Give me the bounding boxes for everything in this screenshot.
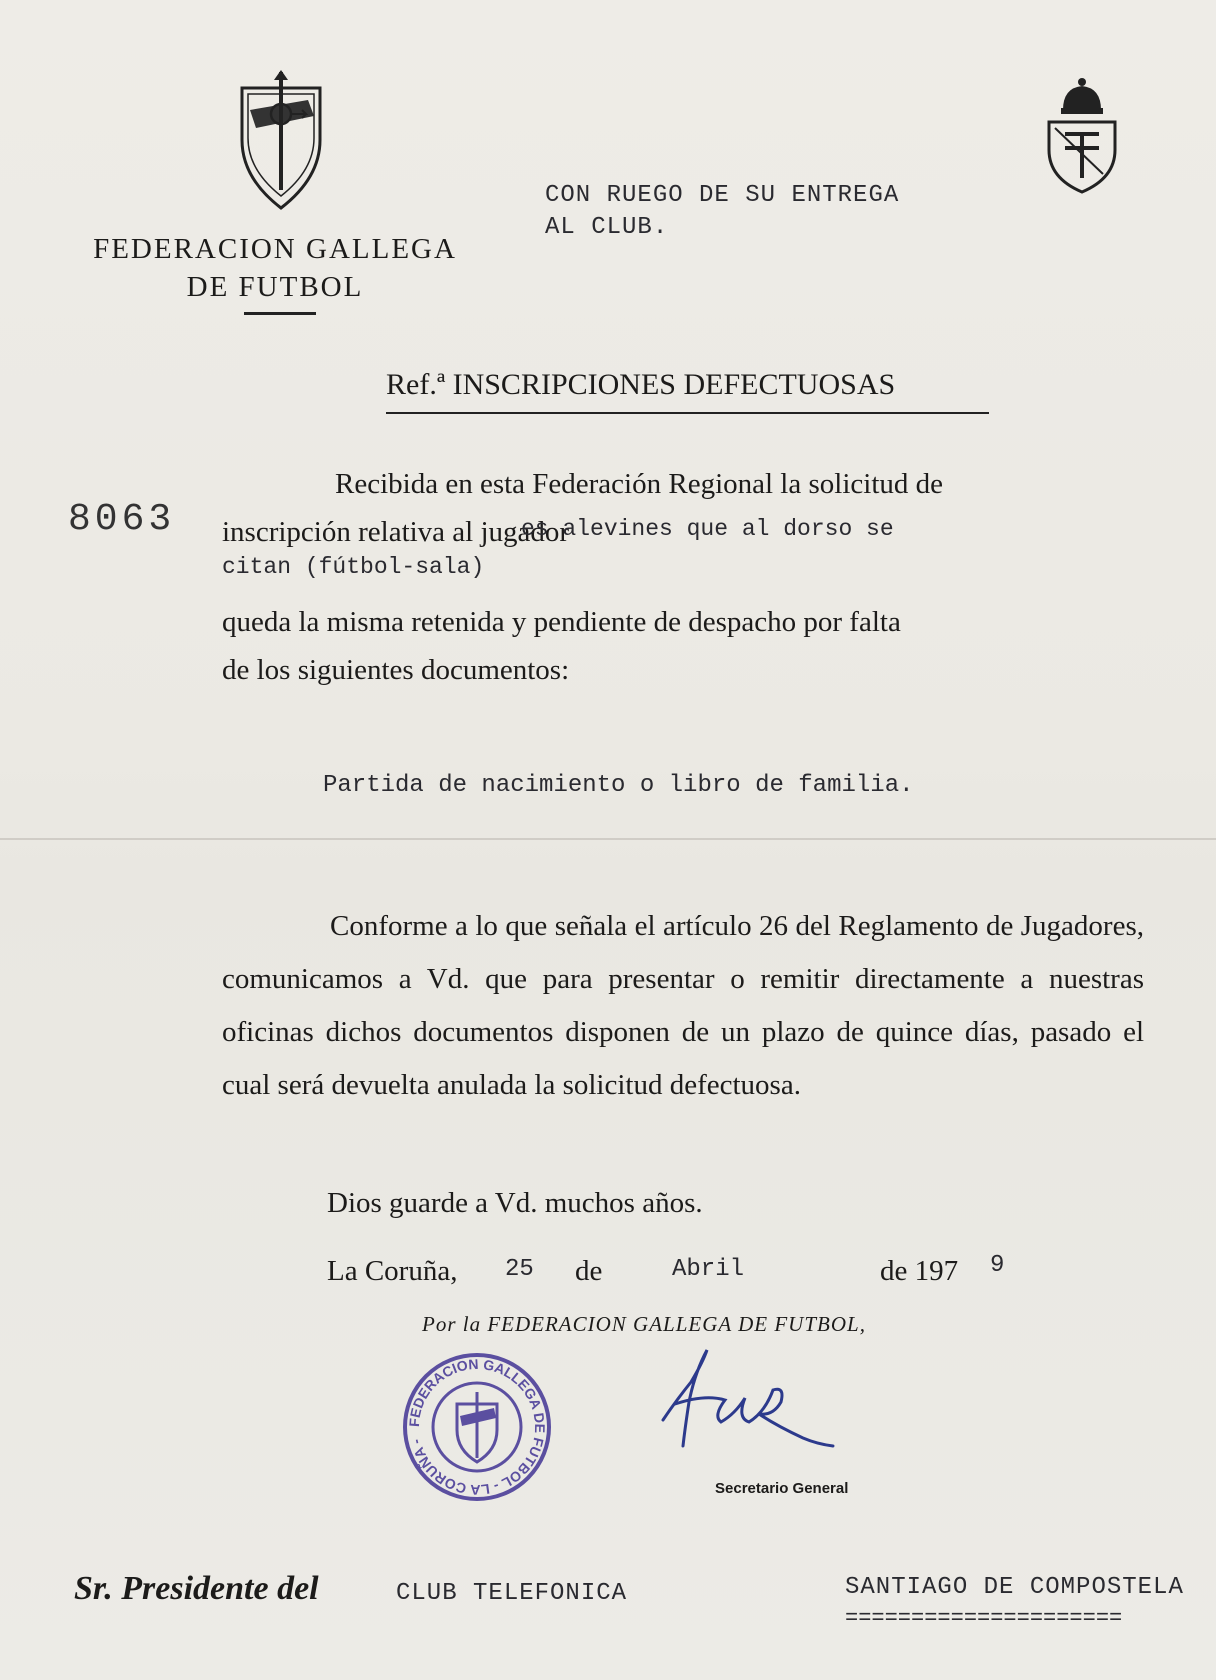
date-place: La Coruña, bbox=[327, 1255, 458, 1287]
typed-player-category-cont: citan (fútbol-sala) bbox=[222, 554, 485, 580]
stamp-ring-text: FEDERACION GALLEGA DE FUTBOL - LA CORUÑA - bbox=[405, 1355, 549, 1499]
body-line-5: de los siguientes documentos: bbox=[222, 654, 570, 686]
regulation-paragraph: Conforme a lo que señala el artículo 26 del Reglamento de Jugadores, comunicamos a Vd. que para presentar o remitir directamente a nuestras oficinas dichos documentos disponen de un plazo de quince días, pasado el cual será devuelta anulada la solicitud defectuosa. bbox=[222, 910, 1144, 1101]
date-de-1: de bbox=[575, 1255, 603, 1287]
body-line-2: inscripción relativa al jugador bbox=[222, 516, 570, 548]
crowned-crest-icon bbox=[1043, 78, 1121, 194]
missing-document: Partida de nacimiento o libro de familia. bbox=[323, 772, 914, 799]
federation-name bbox=[70, 230, 480, 306]
reference-prefix: Ref.ª bbox=[386, 368, 446, 401]
greeting: Dios guarde a Vd. muchos años. bbox=[327, 1187, 703, 1219]
signatory-title: Secretario General bbox=[715, 1480, 849, 1497]
delivery-note-line2: AL CLUB. bbox=[545, 214, 669, 241]
paper-fold-line bbox=[0, 838, 1216, 840]
reference-underline bbox=[386, 412, 989, 414]
date-month: Abril bbox=[672, 1256, 745, 1283]
addressee-salutation: Sr. Presidente del bbox=[74, 1570, 319, 1607]
addressee-city-underline: ===================== bbox=[845, 1606, 1123, 1631]
reference-line bbox=[386, 368, 895, 402]
federation-shield-icon bbox=[238, 70, 324, 210]
date-day: 25 bbox=[505, 1256, 534, 1283]
addressee-club: CLUB TELEFONICA bbox=[396, 1580, 628, 1607]
letterhead-rule bbox=[244, 312, 316, 315]
official-seal-stamp-icon bbox=[402, 1352, 552, 1502]
handwritten-signature-icon bbox=[655, 1342, 855, 1462]
date-year-digit: 9 bbox=[990, 1252, 1005, 1279]
date-year-prefix: de 197 bbox=[880, 1255, 959, 1287]
federation-name-line1: FEDERACION GALLEGA bbox=[93, 233, 457, 265]
on-behalf-line: Por la FEDERACION GALLEGA DE FUTBOL, bbox=[422, 1312, 866, 1336]
registration-number: 8063 bbox=[68, 498, 176, 541]
federation-name-line2: DE FUTBOL bbox=[186, 271, 364, 303]
reference-title: INSCRIPCIONES DEFECTUOSAS bbox=[452, 368, 896, 401]
body-line-1: Recibida en esta Federación Regional la solicitud de bbox=[335, 468, 943, 500]
body-line-4: queda la misma retenida y pendiente de despacho por falta bbox=[222, 606, 901, 638]
typed-player-category: es alevines que al dorso se bbox=[521, 516, 894, 542]
addressee-city: SANTIAGO DE COMPOSTELA bbox=[845, 1574, 1184, 1601]
delivery-note bbox=[545, 180, 899, 244]
delivery-note-line1: CON RUEGO DE SU ENTREGA bbox=[545, 182, 900, 209]
